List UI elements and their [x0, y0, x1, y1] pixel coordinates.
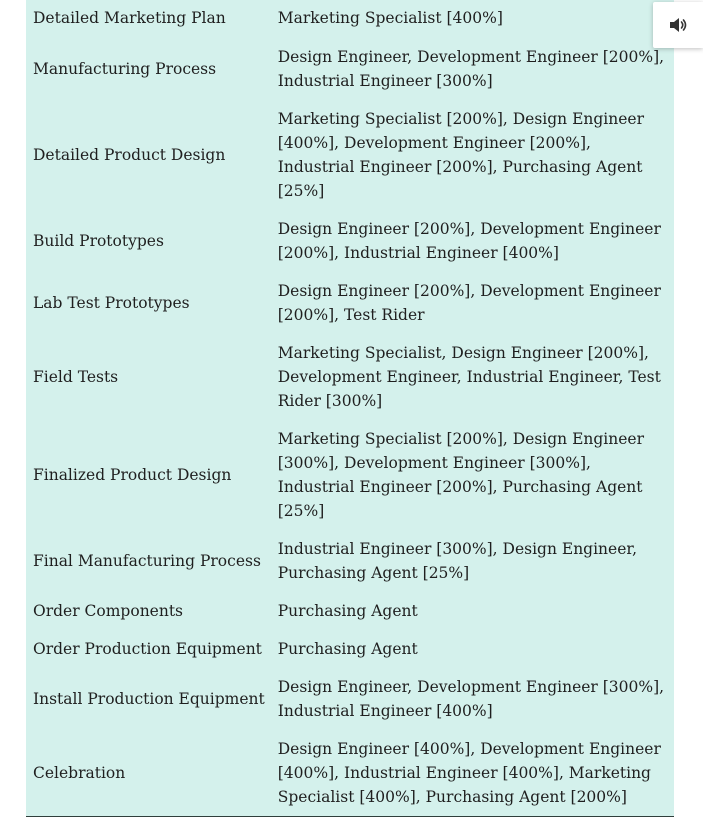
task-resources: Marketing Specialist, Design Engineer [200%], Development Engineer, Industrial Engineer, Test Rider [300%] [277, 344, 661, 410]
task-name: Final Manufacturing Process [33, 552, 261, 570]
task-name: Order Components [33, 602, 184, 620]
table-row [26, 668, 674, 730]
table-row [26, 592, 674, 630]
table-row [26, 630, 674, 668]
task-resources: Marketing Specialist [200%], Design Engineer [400%], Development Engineer [200%], Industrial Engineer [200%], Purchasing Agent [25%] [277, 110, 644, 200]
task-name: Manufacturing Process [33, 60, 217, 78]
task-name: Order Production Equipment [33, 640, 262, 658]
task-resources: Design Engineer, Development Engineer [300%], Industrial Engineer [400%] [277, 678, 665, 720]
audio-play-button[interactable] [653, 2, 703, 48]
task-name: Detailed Product Design [33, 146, 226, 164]
table-row [26, 420, 674, 530]
table-row [26, 38, 674, 100]
table-row [26, 530, 674, 592]
table-row [26, 730, 674, 816]
task-resources: Design Engineer [400%], Development Engineer [400%], Industrial Engineer [400%], Marketing Specialist [400%], Purchasing Agent [200%] [277, 740, 661, 806]
resource-table [26, 0, 674, 817]
task-resources: Design Engineer [200%], Development Engineer [200%], Test Rider [277, 282, 661, 324]
task-name: Detailed Marketing Plan [33, 9, 226, 27]
table-row [26, 210, 674, 272]
table-row [26, 0, 674, 38]
task-resources: Marketing Specialist [400%] [277, 9, 503, 27]
task-name: Celebration [33, 764, 126, 782]
table-row [26, 100, 674, 210]
table-row [26, 272, 674, 334]
task-resources: Industrial Engineer [300%], Design Engineer, Purchasing Agent [25%] [277, 540, 638, 582]
task-resources: Purchasing Agent [277, 602, 418, 620]
task-name: Field Tests [33, 368, 119, 386]
task-name: Build Prototypes [33, 232, 164, 250]
task-name: Finalized Product Design [33, 466, 232, 484]
task-resources: Design Engineer, Development Engineer [200%], Industrial Engineer [300%] [277, 48, 665, 90]
task-resources: Design Engineer [200%], Development Engineer [200%], Industrial Engineer [400%] [277, 220, 661, 262]
speaker-icon [669, 17, 687, 33]
table-row [26, 334, 674, 420]
task-resources: Marketing Specialist [200%], Design Engineer [300%], Development Engineer [300%], Industrial Engineer [200%], Purchasing Agent [25%] [277, 430, 644, 520]
task-name: Install Production Equipment [33, 690, 265, 708]
task-resources: Purchasing Agent [277, 640, 418, 658]
task-name: Lab Test Prototypes [33, 294, 190, 312]
